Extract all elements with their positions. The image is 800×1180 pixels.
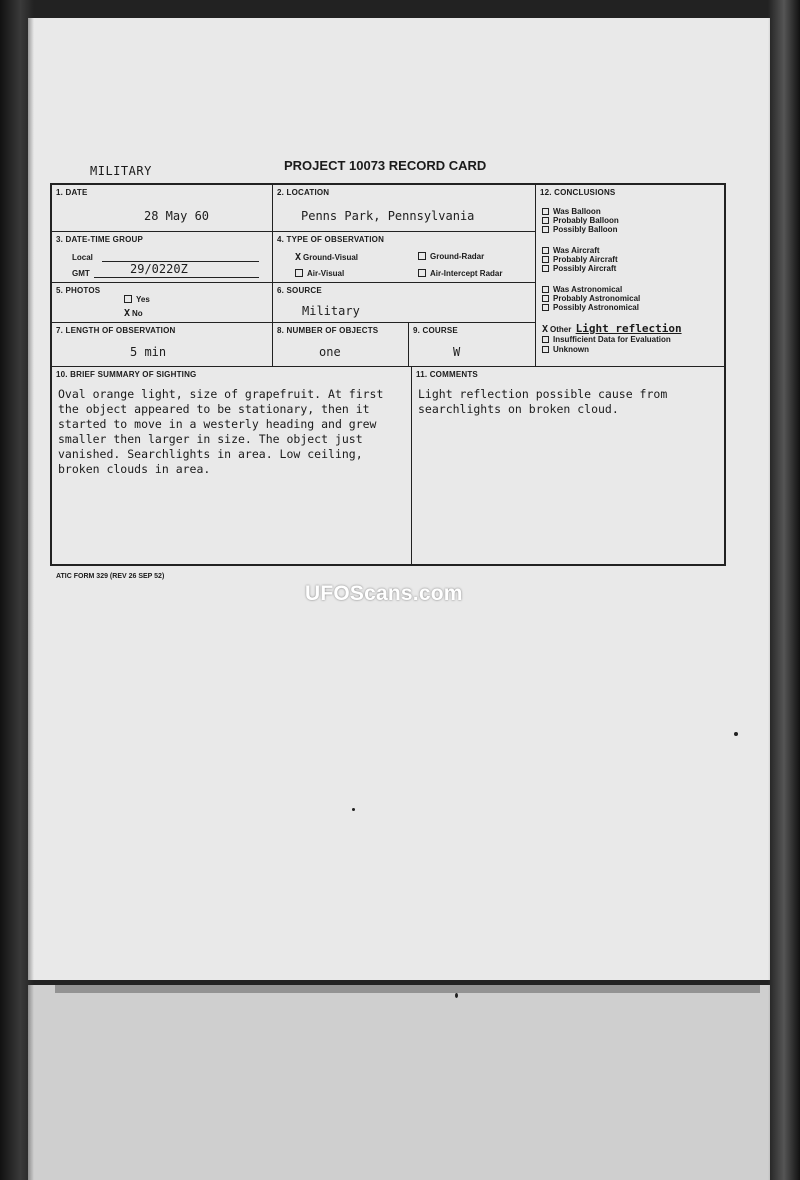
- conclusion-possibly-balloon: [542, 225, 617, 234]
- insufficient-data-label: Insufficient Data for Evaluation: [553, 335, 671, 344]
- date-time-group-cell: [52, 232, 273, 283]
- option-air-intercept-radar: [418, 269, 502, 278]
- photos-yes: [124, 295, 150, 304]
- summary-cell: [52, 367, 412, 564]
- other-label: Other: [550, 325, 572, 334]
- fold-line: [55, 985, 760, 993]
- gmt-value: 29/0220Z: [130, 262, 188, 276]
- option-ground-radar: [418, 252, 484, 261]
- conclusion-possibly-astronomical: [542, 303, 639, 312]
- summary-line: broken clouds in area.: [58, 462, 211, 476]
- probably-astronomical-checkbox: [542, 295, 549, 302]
- record-card: [50, 183, 726, 566]
- ground-visual-check-mark: X: [295, 252, 302, 263]
- probably-balloon-label: Probably Balloon: [553, 216, 619, 225]
- photos-yes-label: Yes: [136, 295, 150, 304]
- source-value: Military: [302, 304, 360, 318]
- insufficient-data-checkbox: [542, 336, 549, 343]
- conclusions-cell: [536, 185, 724, 367]
- conclusion-probably-balloon: [542, 216, 619, 225]
- classification-label: MILITARY: [90, 164, 152, 178]
- other-check-mark: X: [542, 324, 549, 335]
- possibly-balloon-checkbox: [542, 226, 549, 233]
- number-of-objects-value: one: [319, 345, 341, 359]
- conclusion-other: [542, 322, 682, 335]
- source-label: 6. SOURCE: [277, 286, 322, 295]
- date-cell: [52, 185, 273, 232]
- date-value: 28 May 60: [144, 209, 210, 223]
- was-balloon-label: Was Balloon: [553, 207, 601, 216]
- air-intercept-radar-label: Air-Intercept Radar: [430, 269, 503, 278]
- was-aircraft-label: Was Aircraft: [553, 246, 600, 255]
- was-balloon-checkbox: [542, 208, 549, 215]
- other-value: Light reflection: [575, 322, 682, 335]
- comments-text: [418, 387, 718, 417]
- location-cell: [273, 185, 536, 232]
- probably-balloon-checkbox: [542, 217, 549, 224]
- summary-line: the object appeared to be stationary, then it: [58, 402, 370, 416]
- type-of-observation-label: 4. TYPE OF OBSERVATION: [277, 235, 385, 244]
- scan-speck: [455, 993, 458, 998]
- paper-lower-fold: [28, 985, 770, 1180]
- length-of-observation-cell: [52, 323, 273, 367]
- possibly-astronomical-label: Possibly Astronomical: [553, 303, 639, 312]
- photos-yes-checkbox: [124, 295, 132, 303]
- option-ground-visual: [295, 252, 358, 263]
- date-label: 1. DATE: [56, 188, 88, 197]
- photos-no-check-mark: X: [124, 308, 131, 319]
- conclusion-was-balloon: [542, 207, 601, 216]
- number-of-objects-label: 8. NUMBER OF OBJECTS: [277, 326, 379, 335]
- scan-speck: [352, 808, 355, 811]
- conclusion-probably-aircraft: [542, 255, 618, 264]
- number-of-objects-cell: [273, 323, 409, 367]
- photos-no-label: No: [132, 309, 143, 318]
- watermark: UFOScans.com: [305, 582, 463, 605]
- conclusion-possibly-aircraft: [542, 264, 616, 273]
- ground-radar-label: Ground-Radar: [430, 252, 485, 261]
- length-of-observation-label: 7. LENGTH OF OBSERVATION: [56, 326, 176, 335]
- conclusion-unknown: [542, 345, 589, 354]
- possibly-aircraft-checkbox: [542, 265, 549, 272]
- possibly-aircraft-label: Possibly Aircraft: [553, 264, 617, 273]
- left-edge-shadow: [0, 0, 34, 1180]
- summary-line: Oval orange light, size of grapefruit. At first: [58, 387, 384, 401]
- was-astronomical-checkbox: [542, 286, 549, 293]
- course-value: W: [453, 345, 461, 359]
- course-label: 9. COURSE: [413, 326, 458, 335]
- conclusion-was-astronomical: [542, 285, 622, 294]
- summary-label: 10. BRIEF SUMMARY OF SIGHTING: [56, 370, 197, 379]
- scan-speck: [734, 732, 738, 736]
- possibly-astronomical-checkbox: [542, 304, 549, 311]
- length-of-observation-value: 5 min: [130, 345, 167, 359]
- comments-label: 11. COMMENTS: [416, 370, 478, 379]
- conclusion-probably-astronomical: [542, 294, 640, 303]
- location-label: 2. LOCATION: [277, 188, 330, 197]
- unknown-label: Unknown: [553, 345, 589, 354]
- summary-line: vanished. Searchlights in area. Low ceiling,: [58, 447, 363, 461]
- possibly-balloon-label: Possibly Balloon: [553, 225, 618, 234]
- conclusion-insufficient-data: [542, 335, 671, 344]
- photos-no: [124, 308, 143, 319]
- source-cell: [273, 283, 536, 323]
- air-visual-label: Air-Visual: [307, 269, 345, 278]
- form-number: ATIC FORM 329 (REV 26 SEP 52): [56, 573, 165, 580]
- conclusion-was-aircraft: [542, 246, 600, 255]
- right-edge-shadow: [768, 0, 800, 1180]
- photos-label: 5. PHOTOS: [56, 286, 101, 295]
- type-of-observation-cell: [273, 232, 536, 283]
- card-title: PROJECT 10073 RECORD CARD: [284, 158, 487, 173]
- comments-cell: [412, 367, 724, 564]
- summary-line: started to move in a westerly heading and grew: [58, 417, 377, 431]
- was-astronomical-label: Was Astronomical: [553, 285, 623, 294]
- ground-radar-checkbox: [418, 252, 426, 260]
- course-cell: [409, 323, 536, 367]
- gmt-label: GMT: [72, 269, 90, 278]
- probably-astronomical-label: Probably Astronomical: [553, 294, 641, 303]
- date-time-group-label: 3. DATE-TIME GROUP: [56, 235, 144, 244]
- unknown-checkbox: [542, 346, 549, 353]
- option-air-visual: [295, 269, 344, 278]
- conclusions-label: 12. CONCLUSIONS: [540, 188, 616, 197]
- gmt-underline: [94, 277, 259, 278]
- comments-line: searchlights on broken cloud.: [418, 402, 619, 416]
- photos-cell: [52, 283, 273, 323]
- summary-text: [58, 387, 408, 477]
- local-label: Local: [72, 253, 93, 262]
- probably-aircraft-label: Probably Aircraft: [553, 255, 618, 264]
- probably-aircraft-checkbox: [542, 256, 549, 263]
- ground-visual-label: Ground-Visual: [303, 253, 358, 262]
- comments-line: Light reflection possible cause from: [418, 387, 668, 401]
- summary-line: smaller then larger in size. The object just: [58, 432, 363, 446]
- air-visual-checkbox: [295, 269, 303, 277]
- was-aircraft-checkbox: [542, 247, 549, 254]
- air-intercept-radar-checkbox: [418, 269, 426, 277]
- location-value: Penns Park, Pennsylvania: [301, 209, 475, 223]
